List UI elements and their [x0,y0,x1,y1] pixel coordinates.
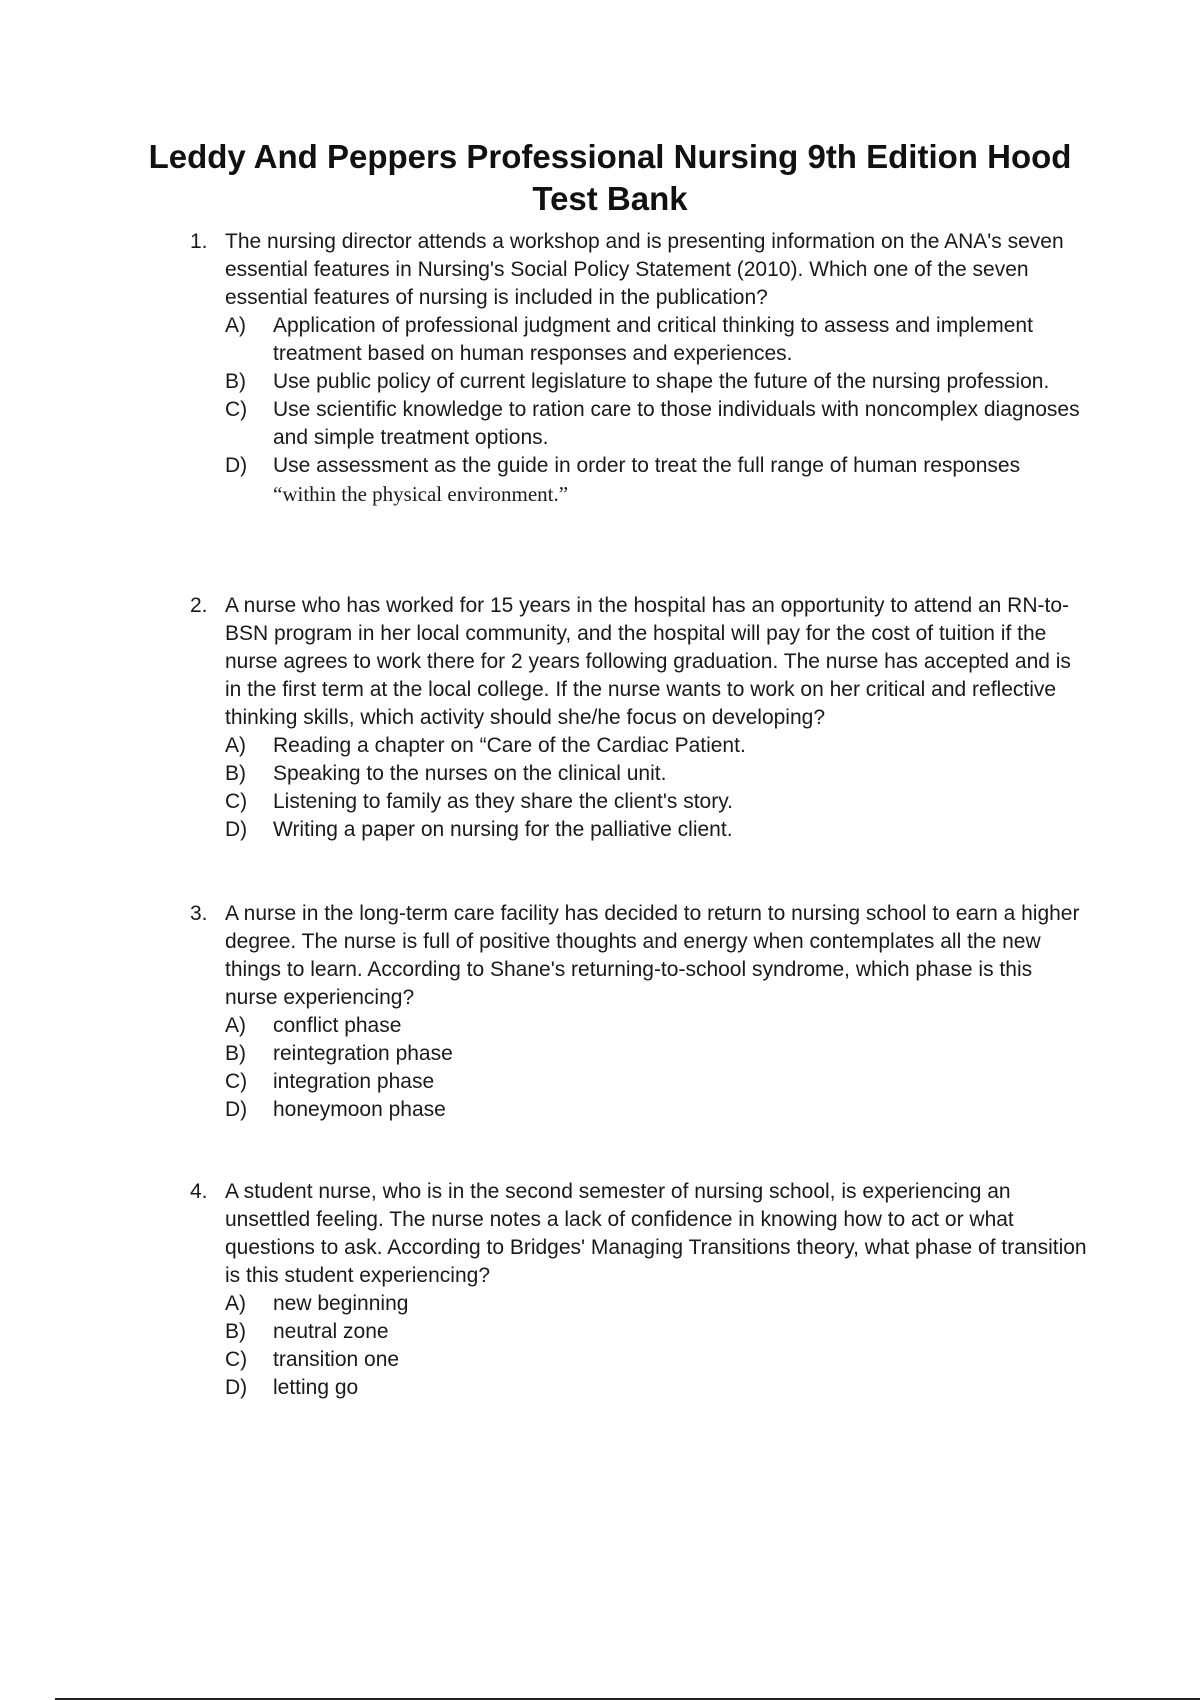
option-letter: C) [225,790,248,813]
answer-option [225,368,1090,396]
option-letter: A) [225,734,246,757]
option-letter: B) [225,762,246,785]
question-stem [190,900,1090,1012]
option-text: Use assessment as the guide in order to treat the full range of human responses [273,454,1021,477]
question-stem [190,592,1090,732]
option-text-continued: “within the physical environment.” [273,482,569,506]
option-letter: D) [225,1376,248,1399]
question-number: 2. [190,594,208,617]
question-2 [190,592,1090,844]
option-text: transition one [273,1348,400,1371]
answer-option [225,816,1090,844]
option-text: honeymoon phase [273,1098,446,1121]
answer-option [225,788,1090,816]
answer-options [190,312,1090,508]
option-letter: A) [225,1014,246,1037]
option-letter: D) [225,818,248,841]
question-number: 1. [190,230,208,253]
answer-option [225,1290,1090,1318]
option-text: letting go [273,1376,359,1399]
answer-options [190,732,1090,844]
option-letter: C) [225,398,248,421]
answer-option [225,732,1090,760]
option-letter: B) [225,1042,246,1065]
answer-option [225,1374,1090,1402]
question-3 [190,900,1090,1124]
answer-option [225,1068,1090,1096]
answer-option [225,312,1090,368]
answer-option [225,1040,1090,1068]
option-text: neutral zone [273,1320,389,1343]
option-text: Use public policy of current legislature to shape the future of the nursing profession. [273,370,1050,393]
question-stem [190,1178,1090,1290]
option-text: Listening to family as they share the client's story. [273,790,734,813]
option-text: Application of professional judgment and critical thinking to assess and implement treatment based on human responses and experiences. [273,314,1033,365]
question-text: The nursing director attends a workshop and is presenting information on the ANA's seven essential features in Nursing's Social Policy Statement (2010). Which one of the seven essential features of nursing is included in the publication? [225,230,1064,309]
answer-option [225,1096,1090,1124]
answer-option [225,1346,1090,1374]
option-letter: B) [225,1320,246,1343]
option-text: new beginning [273,1292,409,1315]
answer-option [225,1012,1090,1040]
option-text: Speaking to the nurses on the clinical unit. [273,762,667,785]
option-text: conflict phase [273,1014,402,1037]
option-letter: D) [225,454,248,477]
option-letter: C) [225,1348,248,1371]
option-letter: D) [225,1098,248,1121]
answer-option [225,1318,1090,1346]
option-letter: B) [225,370,246,393]
question-text: A nurse who has worked for 15 years in the hospital has an opportunity to attend an RN-to-BSN program in her local community, and the hospital will pay for the cost of tuition if the nurse agrees to work there for 2 years following graduation. The nurse has accepted and is in the first term at the local college. If the nurse wants to work on her critical and reflective thinking skills, which activity should she/he focus on developing? [225,594,1071,729]
answer-option [225,760,1090,788]
answer-option [225,452,1090,508]
option-text: Use scientific knowledge to ration care to those individuals with noncomplex diagnoses and simple treatment options. [273,398,1080,449]
question-1 [190,228,1090,508]
answer-options [190,1012,1090,1124]
option-text: reintegration phase [273,1042,453,1065]
question-stem [190,228,1090,312]
answer-option [225,396,1090,452]
option-letter: A) [225,314,246,337]
question-4 [190,1178,1090,1402]
option-text: Reading a chapter on “Care of the Cardiac Patient. [273,734,746,757]
question-number: 4. [190,1180,208,1203]
option-text: Writing a paper on nursing for the palliative client. [273,818,733,841]
option-text: integration phase [273,1070,435,1093]
question-text: A student nurse, who is in the second semester of nursing school, is experiencing an unsettled feeling. The nurse notes a lack of confidence in knowing how to act or what questions to ask. According to Bridges' Managing Transitions theory, what phase of transition is this student experiencing? [225,1180,1087,1287]
question-number: 3. [190,902,208,925]
option-letter: C) [225,1070,248,1093]
option-letter: A) [225,1292,246,1315]
answer-options [190,1290,1090,1402]
page-title: Leddy And Peppers Professional Nursing 9th Edition Hood Test Bank [148,138,1072,217]
question-text: A nurse in the long-term care facility has decided to return to nursing school to earn a higher degree. The nurse is full of positive thoughts and energy when contemplates all the new things to learn. According to Shane's returning-to-school syndrome, which phase is this nurse experiencing? [225,902,1080,1009]
